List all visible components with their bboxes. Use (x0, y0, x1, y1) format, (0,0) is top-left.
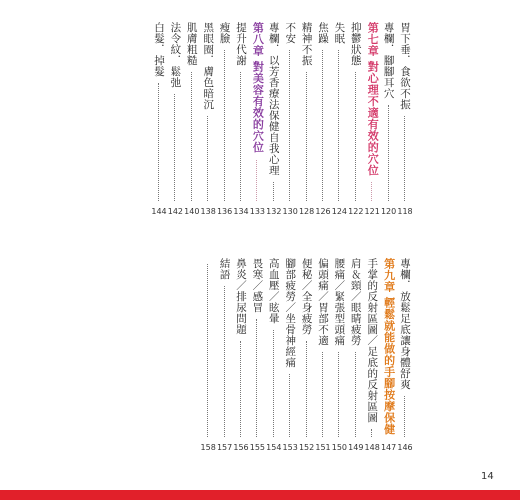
toc-leader-dots (371, 429, 372, 437)
toc-page-number: 151 (315, 443, 331, 452)
toc-entry-title: 肩＆頸／眼睛疲勞 (349, 258, 362, 346)
toc-entry-title: 腰痛／緊張型頭痛 (333, 258, 346, 346)
toc-leader-dots (404, 116, 405, 201)
toc-entry-title: 專欄．以芳香療法保健自我心理 (267, 22, 280, 176)
toc-entry-title: 第八章 對美容有效的穴位 (251, 22, 265, 153)
toc-leader-dots (240, 341, 241, 437)
toc-page-number: 154 (266, 443, 282, 452)
toc-page-number: 138 (200, 207, 216, 216)
toc-leader-dots (191, 72, 192, 201)
toc-entry-title: 不安 (284, 22, 297, 44)
toc-entry-title: 腳部疲勞／坐骨神經痛 (284, 258, 297, 368)
toc-leader-dots (158, 83, 159, 201)
toc-page-number: 150 (331, 443, 348, 452)
toc-leader-dots (338, 50, 339, 201)
toc-leader-dots (273, 330, 274, 437)
bottom-accent-bar (0, 490, 520, 500)
toc-page-number: 132 (266, 207, 282, 216)
toc-entry-title: 提升代謝 (235, 22, 247, 66)
toc-page-number: 149 (348, 443, 364, 452)
toc-leader-dots (256, 319, 257, 437)
toc-entry-title: 失眠 (333, 22, 346, 44)
toc-page-number: 148 (364, 443, 380, 452)
toc-entry-title: 胃下垂．食欲不振 (399, 22, 411, 110)
toc-entry-title: 法令紋．鬆弛 (169, 22, 182, 88)
toc-leader-dots (273, 182, 274, 201)
toc-page-number: 122 (348, 207, 364, 216)
toc-page-number: 153 (282, 443, 298, 452)
toc-entry-title: 抑鬱狀態 (349, 22, 362, 66)
toc-entry-title: 偏頭痛／胃部不適 (317, 258, 329, 346)
toc-entry-title: 焦躁 (317, 22, 329, 44)
toc-leader-dots (306, 341, 307, 437)
toc-entry-title: 白髮．掉髮 (153, 22, 165, 77)
toc-entry-title: 專欄．腳腳耳穴 (382, 22, 395, 99)
toc-entry-title: 手掌的反射區圖／足底的反射區圖 (366, 258, 379, 423)
toc-entry-title: 便秘／全身疲勞 (300, 258, 313, 335)
toc-leader-dots (240, 72, 241, 201)
toc-page-number: 120 (380, 207, 397, 216)
toc-entry-title: 結語 (218, 258, 231, 280)
toc-leader-dots (224, 50, 225, 201)
toc-page-number: 134 (233, 207, 249, 216)
toc-page-number: 147 (380, 443, 397, 452)
toc-leader-dots (355, 72, 356, 201)
toc-page-number: 130 (282, 207, 298, 216)
toc-leader-dots (322, 352, 323, 437)
toc-page-number: 158 (200, 443, 216, 452)
toc-page-number: 144 (151, 207, 167, 216)
toc-leader-dots (289, 50, 290, 201)
toc-leader-dots (371, 182, 372, 201)
toc-entry-title: 精神不振 (300, 22, 313, 66)
toc-leader-dots (289, 374, 290, 437)
toc-leader-dots (322, 50, 323, 201)
toc-leader-dots (224, 286, 225, 437)
toc-page-number: 156 (233, 443, 249, 452)
toc-entry-title: 黑眼圈．膚色暗沉 (202, 22, 215, 110)
toc-entry-title: 畏寒／感冒 (251, 258, 264, 313)
toc-entry-title: 第七章 對心理不適有效的穴位 (366, 22, 380, 176)
toc-leader-dots (207, 116, 208, 201)
toc-entry-title: 肌膚粗糙 (185, 22, 198, 66)
toc-entry-title: 第九章 輕鬆就能做的手腳按摩保健 (382, 258, 396, 435)
toc-page-number: 133 (249, 207, 266, 216)
toc-leader-dots (256, 160, 257, 201)
toc-page-number: 121 (364, 207, 380, 216)
toc-page-number: 126 (315, 207, 331, 216)
toc-page-number: 157 (216, 443, 233, 452)
toc-page-number: 136 (216, 207, 233, 216)
toc-page-number: 118 (397, 207, 413, 216)
toc-entry-title: 專欄．放鬆足底讓身體舒爽 (399, 258, 411, 390)
toc-page-number: 140 (184, 207, 200, 216)
toc-leader-dots (388, 105, 389, 201)
toc-leader-dots (355, 352, 356, 437)
toc-page-number: 124 (331, 207, 348, 216)
toc-leader-dots (338, 352, 339, 437)
toc-page-number: 146 (397, 443, 413, 452)
toc-leader-dots (404, 396, 405, 437)
toc-page-number: 152 (298, 443, 315, 452)
toc-page-number: 142 (167, 207, 184, 216)
toc-entry-title: 鼻炎／排尿問題 (235, 258, 247, 335)
toc-leader-dots (207, 264, 208, 437)
toc-page-number: 128 (298, 207, 315, 216)
page-number: 14 (481, 471, 494, 482)
toc-page-number: 155 (249, 443, 266, 452)
toc-leader-dots (174, 94, 175, 201)
toc-entry-title: 高血壓／眩暈 (267, 258, 280, 324)
toc-entry-title: 瘦臉 (218, 22, 231, 44)
toc-leader-dots (306, 72, 307, 201)
